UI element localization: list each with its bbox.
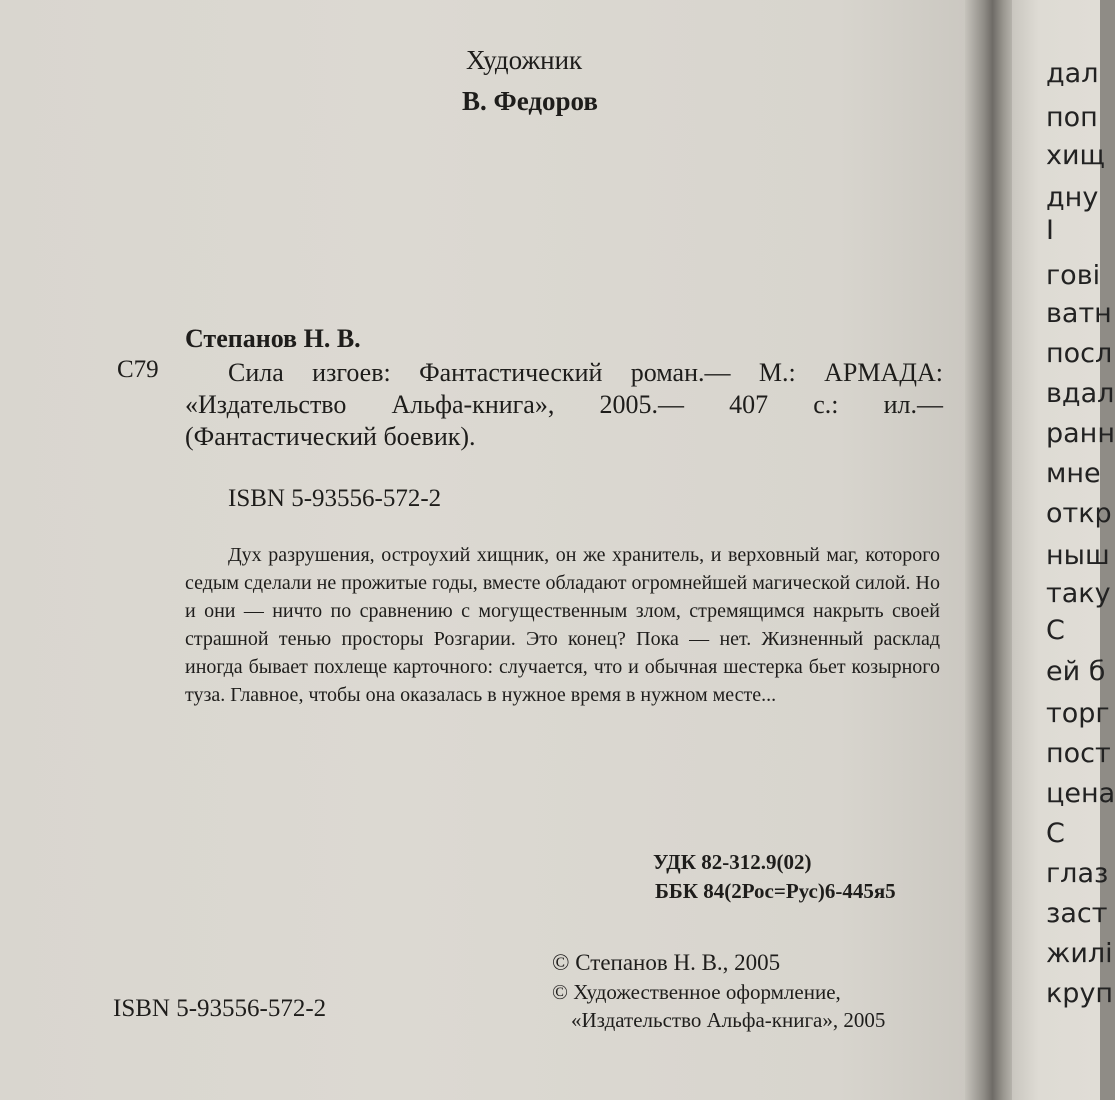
right-page-line-fragment: пост [1046, 738, 1111, 769]
artist-label: Художник [466, 45, 583, 75]
author-heading: Степанов Н. В. [185, 324, 361, 353]
right-page-line-fragment: хищ [1046, 140, 1105, 171]
right-page-line-fragment: С [1046, 818, 1065, 849]
annotation: Дух разрушения, остроухий хищник, он же хранитель, и верховный маг, которого седым сделали не прожитые годы, вместе обладают огромнейшей магической силой. Но и они — ничто по сравнению с могущественным злом, стремящимся накрыть своей страшной тенью просторы Розгарии. Это конец? Пока — нет. Жизненный расклад иногда бывает похлеще карточного: случается, что и обычная шестерка бьет козырного туза. Главное, чтобы она оказалась в нужное время в нужном месте... [185, 544, 940, 706]
right-page-line-fragment: С [1046, 615, 1065, 646]
artist-name: В. Федоров [462, 86, 598, 116]
right-page-line-fragment: ныш [1046, 540, 1110, 571]
right-page-line-fragment: поп [1046, 102, 1098, 133]
right-page-line-fragment: откр [1046, 498, 1112, 529]
right-page-line-fragment: дну [1046, 182, 1099, 213]
right-page-line-fragment: гові [1046, 260, 1101, 291]
right-page-line-fragment: заст [1046, 898, 1108, 929]
right-page-line-fragment: цена [1046, 778, 1115, 809]
udk-code: УДК 82-312.9(02) [653, 850, 812, 874]
right-page [1012, 0, 1115, 1100]
right-page-line-fragment: дал [1046, 58, 1099, 89]
right-page-line-fragment: таку [1046, 578, 1111, 609]
copyright-design-line2: «Издательство Альфа-книга», 2005 [571, 1008, 886, 1032]
catalog-code: С79 [117, 356, 159, 383]
right-page-line-fragment: торг [1046, 698, 1110, 729]
right-page-line-fragment: I [1046, 215, 1054, 246]
copyright-author: © Степанов Н. В., 2005 [552, 950, 781, 975]
right-page-line-fragment: посл [1046, 338, 1113, 369]
bibliographic-description: Сила изгоев: Фантастический роман.— М.: АРМАДА: «Издательство Альфа-книга», 2005.— 407 с.: ил.— (Фантастический боевик). [185, 358, 943, 451]
right-page-line-fragment: ей б [1046, 656, 1106, 687]
right-page-line-fragment: глаз [1046, 858, 1109, 889]
right-page-line-fragment: ранн [1046, 418, 1115, 449]
right-page-line-fragment: круп [1046, 978, 1114, 1009]
isbn-bottom: ISBN 5-93556-572-2 [113, 995, 327, 1022]
right-page-line-fragment: ватн [1046, 298, 1112, 329]
isbn-top: ISBN 5-93556-572-2 [228, 485, 442, 512]
copyright-design-line1: © Художественное оформление, [552, 980, 841, 1004]
right-page-line-fragment: вдал [1046, 378, 1115, 409]
right-page-line-fragment: жилі [1046, 938, 1113, 969]
bbk-code: ББК 84(2Рос=Рус)6-445я5 [655, 879, 896, 903]
right-page-line-fragment: мне [1046, 458, 1101, 489]
